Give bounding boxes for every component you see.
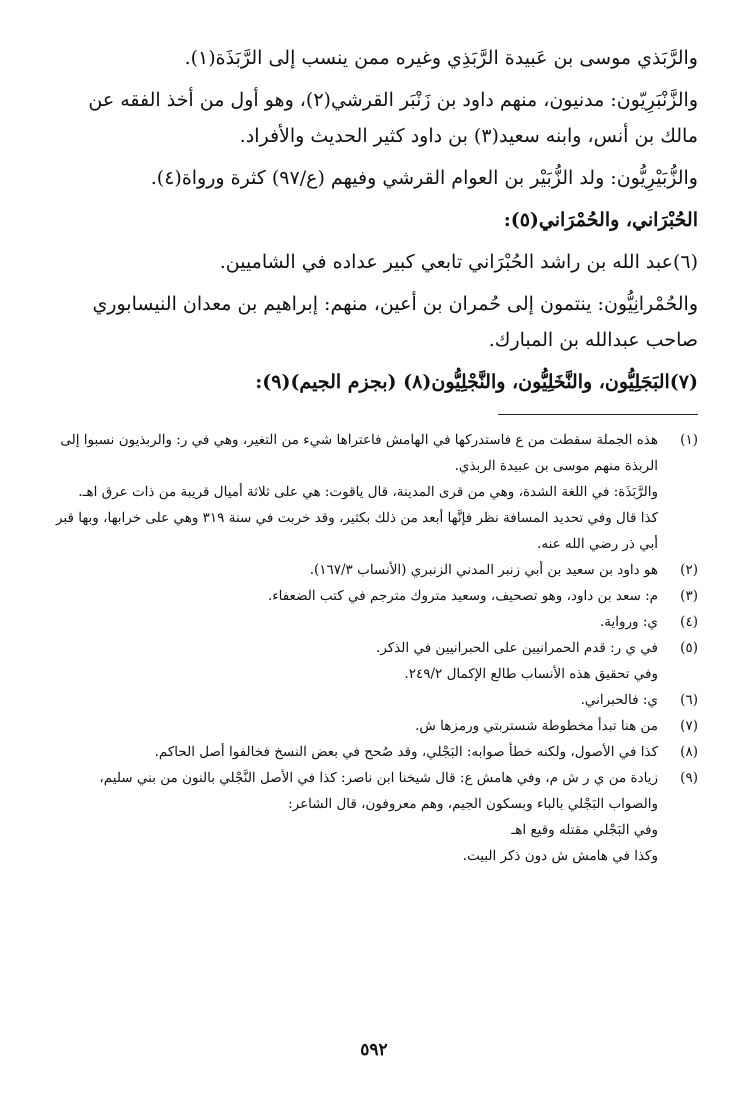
footnote-number: (٢) xyxy=(680,562,698,578)
footnote-line: والرَّبَذَة: في اللغة الشدة، وهي من قرى المدينة، قال ياقوت: هي على ثلاثة أميال قريبة من ذات عرق اهـ. xyxy=(78,484,658,500)
footnote-line: ي: ورواية. xyxy=(599,614,658,630)
footnote-text xyxy=(50,557,658,583)
footnote-number: (٦) xyxy=(680,692,698,708)
footnote-text xyxy=(50,427,658,557)
footnote-number: (٨) xyxy=(680,744,698,760)
footnote-line: وفي البَجْلي مقتله وقيع اهـ xyxy=(511,822,658,838)
footnote-line: كذا قال وفي تحديد المسافة نظر فإنَّها أبعد من ذلك بكثير، وقد خربت في سنة ٣١٩ وهي على خرابها، وبها قبر أبي ذر رضي الله عنه. xyxy=(55,510,658,552)
footnote-number: (٥) xyxy=(680,640,698,656)
footnote-line: من هنا تبدأ مخطوطة شستربتي ورمزها ش. xyxy=(415,718,658,734)
paragraph-abdullah-hubrani: (٦)عبد الله بن راشد الحُبْرَاني تابعي كبير عداده في الشاميين. xyxy=(219,251,698,273)
footnote-text xyxy=(50,583,658,609)
footnote-number: (٣) xyxy=(680,588,698,604)
footnote-text xyxy=(50,609,658,635)
heading-bajaliyyun: (٧)البَجَلِيُّون، والنَّخَلِيُّون، والنَّجْلِيُّون(٨) (بجزم الجيم)(٩): xyxy=(255,371,698,393)
footnote-5 xyxy=(50,635,698,687)
main-text xyxy=(50,40,698,400)
footnote-text xyxy=(50,765,658,869)
footnote-number: (٧) xyxy=(680,718,698,734)
footnotes xyxy=(50,427,698,869)
footnote-line: هو داود بن سعيد بن أبي زنبر المدني الزنبري (الأنساب ١٦٧/٣). xyxy=(309,562,658,578)
footnote-line: وكذا في هامش ش دون ذكر البيت. xyxy=(462,848,658,864)
paragraph-rabadhi: والرَّبَذي موسى بن عَبيدة الرَّبَذِي وغيره ممن ينسب إلى الرَّبَذَة(١). xyxy=(184,47,698,69)
footnote-line: هذه الجملة سقطت من ع فاستدركها في الهامش فاعتراها شيء من التغير، وهي في ر: والربذيون نسبوا إلى الربذة منهم موسى بن عبيدة الربذي. xyxy=(60,432,658,474)
footnote-line: في ي ر: قدم الحمرانيين على الحبرانيين في الذكر. xyxy=(376,640,658,656)
footnote-3 xyxy=(50,583,698,609)
footnote-number: (٤) xyxy=(680,614,698,630)
footnote-text xyxy=(50,739,658,765)
footnote-2 xyxy=(50,557,698,583)
book-page xyxy=(50,40,698,1060)
paragraph-humraniyyun: والحُمْرانِيُّون: ينتمون إلى حُمران بن أعين، منهم: إبراهيم بن معدان النيسابوري صاحب عبدالله بن المبارك. xyxy=(92,293,698,351)
paragraph-zanbariyyun: والزَّنْبَرِيّون: مدنيون، منهم داود بن زَنْبَر القرشي(٢)، وهو أول من أخذ الفقه عن مالك بن أنس، وابنه سعيد(٣) بن داود كثير الحديث والأفراد. xyxy=(88,89,698,147)
footnote-separator xyxy=(498,414,698,415)
footnote-number: (١) xyxy=(680,432,698,448)
footnote-text xyxy=(50,687,658,713)
footnote-line: ي: فالحبراني. xyxy=(580,692,658,708)
heading-hubrani: الحُبْرَاني، والحُمْرَاني(٥): xyxy=(503,209,698,231)
footnote-line: زيادة من ي ر ش م، وفي هامش ع: قال شيخنا ابن ناصر: كذا في الأصل النَّجْلي بالنون من بني سليم، والصواب البَجْلي بالباء وبسكون الجيم، وهم معروفون، قال الشاعر: xyxy=(99,770,658,812)
footnote-9 xyxy=(50,765,698,869)
footnote-number: (٩) xyxy=(680,770,698,786)
footnote-4 xyxy=(50,609,698,635)
footnote-line: وفي تحقيق هذه الأنساب طالع الإكمال ٢٤٩/٢. xyxy=(404,666,658,682)
paragraph-zubayriyyun: والزُّبَيْرِيُّون: ولد الزُّبَيْر بن العوام القرشي وفيهم (ع/٩٧) كثرة ورواة(٤). xyxy=(150,167,698,189)
footnote-text xyxy=(50,713,658,739)
footnote-7 xyxy=(50,713,698,739)
footnote-line: م: سعد بن داود، وهو تصحيف، وسعيد متروك مترجم في كتب الضعفاء. xyxy=(267,588,658,604)
footnote-1 xyxy=(50,427,698,557)
footnote-text xyxy=(50,635,658,687)
footnote-line: كذا في الأصول، ولكنه خطأ صوابه: البَجْلي، وقد صُحح في بعض النسخ فخالفوا أصل الحاكم. xyxy=(154,744,658,760)
footnote-6 xyxy=(50,687,698,713)
page-number: ٥٩٢ xyxy=(360,1040,388,1060)
footnote-8 xyxy=(50,739,698,765)
